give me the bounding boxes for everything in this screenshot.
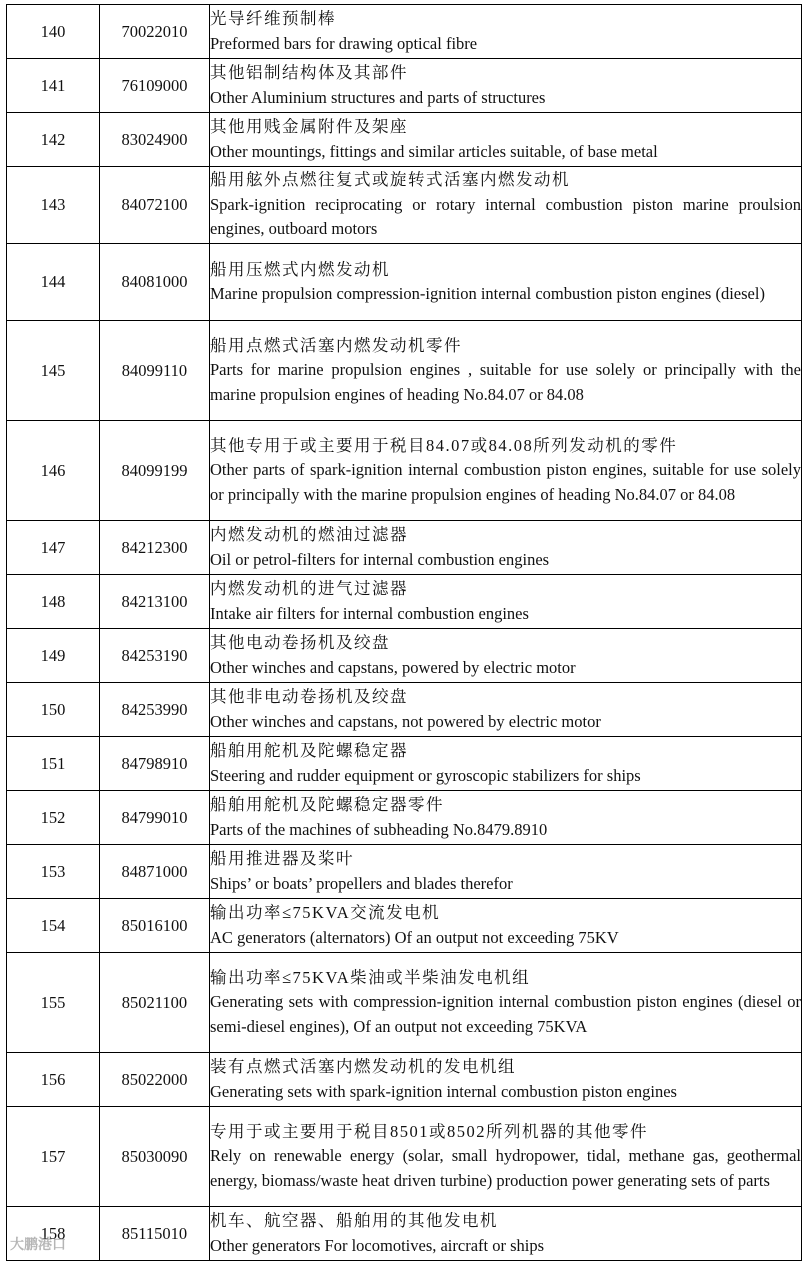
hs-code: 85016100 — [100, 899, 210, 953]
description-en: Generating sets with spark-ignition internal combustion piston engines — [210, 1081, 677, 1101]
table-row — [7, 1107, 802, 1207]
description-zh: 输出功率≤75KVA柴油或半柴油发电机组 — [210, 967, 531, 987]
description-cell — [210, 5, 802, 59]
description-en: Other Aluminium structures and parts of structures — [210, 87, 546, 107]
hs-code: 70022010 — [100, 5, 210, 59]
hs-code: 84799010 — [100, 791, 210, 845]
description-cell — [210, 953, 802, 1053]
row-number: 157 — [7, 1107, 100, 1207]
description-en: Parts of the machines of subheading No.8479.8910 — [210, 819, 548, 839]
table-row — [7, 521, 802, 575]
row-number: 148 — [7, 575, 100, 629]
description-cell — [210, 791, 802, 845]
description-cell — [210, 167, 802, 244]
description-cell — [210, 421, 802, 521]
description-cell — [210, 1207, 802, 1261]
row-number: 150 — [7, 683, 100, 737]
description-en: Other parts of spark-ignition internal combustion piston engines, suitable for use solely or principally with the marine propulsion engines of heading No.84.07 or 84.08 — [210, 460, 801, 504]
description-en: Other winches and capstans, powered by electric motor — [210, 657, 576, 677]
table-row — [7, 575, 802, 629]
description-cell — [210, 1053, 802, 1107]
description-zh: 船用推进器及桨叶 — [210, 849, 354, 868]
description-zh: 内燃发动机的燃油过滤器 — [210, 525, 408, 544]
description-en: Marine propulsion compression-ignition internal combustion piston engines (diesel) — [210, 284, 765, 303]
row-number: 152 — [7, 791, 100, 845]
table-row — [7, 1207, 802, 1261]
description-en: Spark-ignition reciprocating or rotary internal combustion piston marine proulsion engines, outboard motors — [210, 194, 801, 239]
description-zh: 船用点燃式活塞内燃发动机零件 — [210, 335, 462, 355]
table-row — [7, 1053, 802, 1107]
description-en: Preformed bars for drawing optical fibre — [210, 33, 478, 53]
description-zh: 船舶用舵机及陀螺稳定器零件 — [210, 795, 444, 814]
row-number: 144 — [7, 244, 100, 321]
row-number: 146 — [7, 421, 100, 521]
hs-code: 84072100 — [100, 167, 210, 244]
hs-code: 85021100 — [100, 953, 210, 1053]
hs-code: 84253990 — [100, 683, 210, 737]
description-cell — [210, 683, 802, 737]
hs-code: 84798910 — [100, 737, 210, 791]
hs-code: 84099199 — [100, 421, 210, 521]
description-zh: 机车、航空器、船舶用的其他发电机 — [210, 1211, 498, 1230]
table-row — [7, 953, 802, 1053]
description-en: Intake air filters for internal combustion engines — [210, 603, 529, 623]
description-zh: 船用舷外点燃往复式或旋转式活塞内燃发动机 — [210, 170, 570, 190]
row-number: 149 — [7, 629, 100, 683]
hs-code: 84212300 — [100, 521, 210, 575]
description-zh: 其他非电动卷扬机及绞盘 — [210, 687, 408, 706]
description-zh: 装有点燃式活塞内燃发动机的发电机组 — [210, 1057, 516, 1076]
table-row — [7, 737, 802, 791]
row-number: 158 — [7, 1207, 100, 1261]
table-row — [7, 899, 802, 953]
description-cell — [210, 629, 802, 683]
hs-code: 84213100 — [100, 575, 210, 629]
description-en: Rely on renewable energy (solar, small hydropower, tidal, methane gas, geothermal energy, biomass/waste heat driven turbine) production power generating sets of parts — [210, 1146, 801, 1190]
table-row — [7, 845, 802, 899]
description-en: Ships’ or boats’ propellers and blades therefor — [210, 873, 513, 893]
row-number: 156 — [7, 1053, 100, 1107]
hs-code: 76109000 — [100, 59, 210, 113]
table-row — [7, 683, 802, 737]
description-en: Other mountings, fittings and similar articles suitable, of base metal — [210, 141, 658, 161]
table-row — [7, 629, 802, 683]
row-number: 151 — [7, 737, 100, 791]
row-number: 143 — [7, 167, 100, 244]
hs-code: 85030090 — [100, 1107, 210, 1207]
description-cell — [210, 737, 802, 791]
table-row — [7, 244, 802, 321]
row-number: 147 — [7, 521, 100, 575]
description-zh: 其他电动卷扬机及绞盘 — [210, 633, 390, 652]
description-zh: 光导纤维预制棒 — [210, 9, 336, 28]
description-cell — [210, 244, 802, 321]
description-en: Other winches and capstans, not powered by electric motor — [210, 711, 601, 731]
description-cell — [210, 321, 802, 421]
description-zh: 船舶用舵机及陀螺稳定器 — [210, 741, 408, 760]
row-number: 153 — [7, 845, 100, 899]
description-cell — [210, 521, 802, 575]
description-en: Generating sets with compression-ignition internal combustion piston engines (diesel or semi-diesel engines), Of an output not exceeding 75KVA — [210, 992, 801, 1036]
description-en: Steering and rudder equipment or gyroscopic stabilizers for ships — [210, 765, 641, 785]
table-row — [7, 421, 802, 521]
row-number: 140 — [7, 5, 100, 59]
row-number: 141 — [7, 59, 100, 113]
table-row — [7, 791, 802, 845]
description-zh: 其他用贱金属附件及架座 — [210, 117, 408, 136]
description-cell — [210, 845, 802, 899]
hs-code: 84253190 — [100, 629, 210, 683]
description-cell — [210, 113, 802, 167]
hs-code: 83024900 — [100, 113, 210, 167]
row-number: 145 — [7, 321, 100, 421]
description-zh: 其他专用于或主要用于税目84.07或84.08所列发动机的零件 — [210, 435, 678, 455]
description-en: Oil or petrol-filters for internal combustion engines — [210, 549, 550, 569]
description-cell — [210, 1107, 802, 1207]
table-row — [7, 5, 802, 59]
description-en: AC generators (alternators) Of an output not exceeding 75KV — [210, 927, 619, 947]
row-number: 142 — [7, 113, 100, 167]
table-row — [7, 167, 802, 244]
description-cell — [210, 899, 802, 953]
description-en: Other generators For locomotives, aircraft or ships — [210, 1235, 545, 1255]
description-zh: 其他铝制结构体及其部件 — [210, 63, 408, 82]
table-row — [7, 321, 802, 421]
tariff-table-body — [7, 5, 802, 1261]
tariff-table — [6, 4, 802, 1261]
hs-code: 85022000 — [100, 1053, 210, 1107]
hs-code: 85115010 — [100, 1207, 210, 1261]
description-cell — [210, 59, 802, 113]
table-row — [7, 113, 802, 167]
table-row — [7, 59, 802, 113]
hs-code: 84871000 — [100, 845, 210, 899]
description-zh: 输出功率≤75KVA交流发电机 — [210, 903, 441, 922]
row-number: 155 — [7, 953, 100, 1053]
watermark: 大鹏港口 — [10, 1237, 66, 1253]
description-cell — [210, 575, 802, 629]
description-en: Parts for marine propulsion engines , suitable for use solely or principally with the marine propulsion engines of heading No.84.07 or 84.08 — [210, 360, 801, 404]
description-zh: 内燃发动机的进气过滤器 — [210, 579, 408, 598]
description-zh: 专用于或主要用于税目8501或8502所列机器的其他零件 — [210, 1121, 648, 1141]
hs-code: 84081000 — [100, 244, 210, 321]
hs-code: 84099110 — [100, 321, 210, 421]
description-zh: 船用压燃式内燃发动机 — [210, 259, 390, 279]
row-number: 154 — [7, 899, 100, 953]
